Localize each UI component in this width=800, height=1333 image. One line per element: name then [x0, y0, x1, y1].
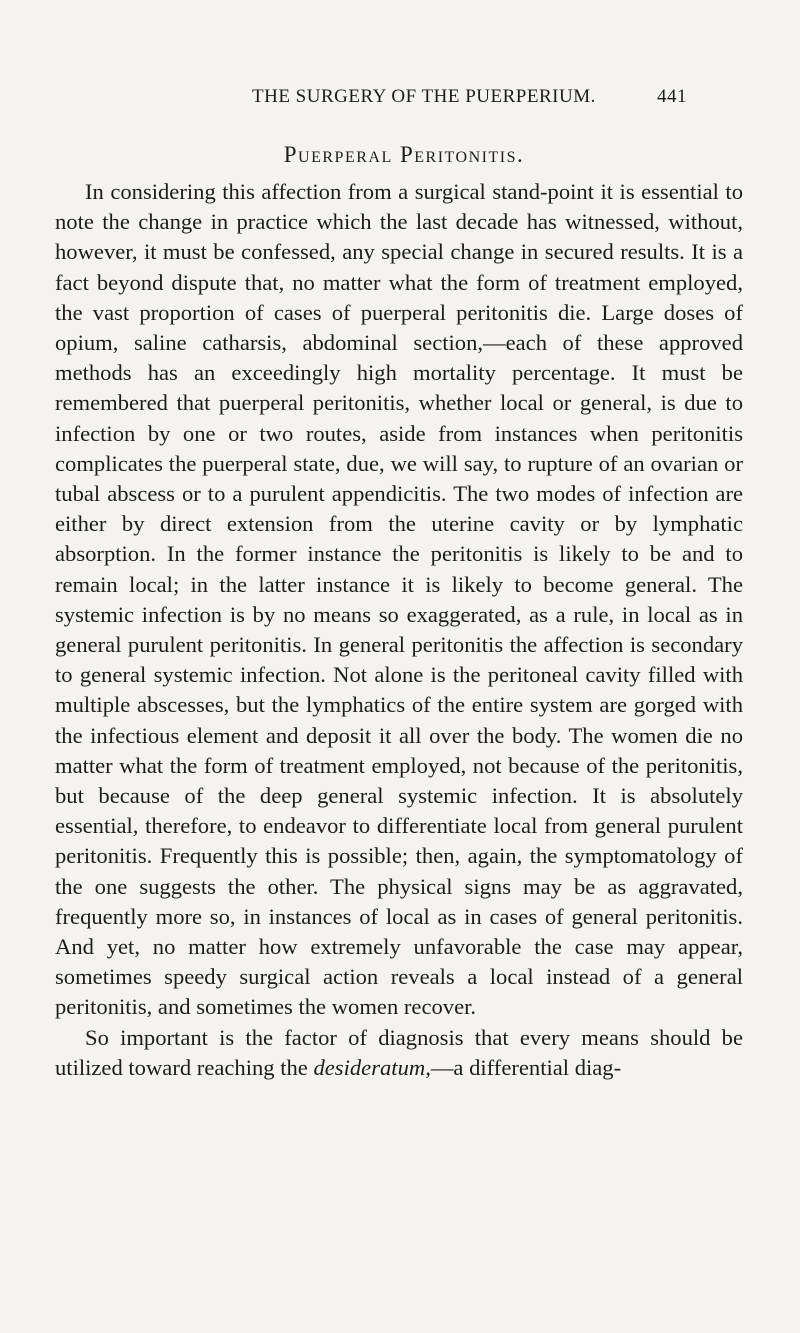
page-number: 441 [657, 86, 687, 107]
body-text [55, 177, 743, 1083]
paragraph-2 [55, 1023, 743, 1083]
paragraph-2-start: So important is the factor of diagnosis that every means should be utilized toward reaching the [55, 1024, 743, 1080]
italic-term: desideratum [313, 1054, 426, 1080]
section-title: Puerperal Peritonitis. [283, 142, 525, 167]
running-head [252, 86, 687, 108]
paragraph-1: In considering this affection from a surgical stand-point it is essential to note the change in practice which the last decade has witnessed, without, however, it must be confessed, any special change in secured results. It is a fact beyond dispute that, no matter what the form of treatment employed, the vast proportion of cases of puerperal peritonitis die. Large doses of opium, saline catharsis, abdominal section,—each of these approved methods has an exceedingly high mortality percentage. It must be remembered that puerperal peritonitis, whether local or general, is due to infection by one or two routes, aside from instances when peritonitis complicates the puerperal state, due, we will say, to rupture of an ovarian or tubal abscess or to a purulent appendicitis. The two modes of infection are either by direct extension from the uterine cavity or by lymphatic absorption. In the former instance the peritonitis is likely to be and to remain local; in the latter instance it is likely to become general. The systemic infection is by no means so exaggerated, as a rule, in local as in general purulent peritonitis. In general peritonitis the affection is secondary to general systemic infection. Not alone is the peritoneal cavity filled with multiple abscesses, but the lymphatics of the entire system are gorged with the infectious element and deposit it all over the body. The women die no matter what the form of treatment employed, not because of the peritonitis, but because of the deep general systemic infection. It is absolutely essential, therefore, to endeavor to differentiate local from general purulent peritonitis. Frequently this is possible; then, again, the symptomatology of the one suggests the other. The physical signs may be as aggravated, frequently more so, in instances of local as in cases of general peritonitis. And yet, no matter how extremely unfavorable the case may appear, sometimes speedy surgical action reveals a local instead of a general peritonitis, and sometimes the women recover. [55, 179, 743, 1020]
running-title: THE SURGERY OF THE PUERPERIUM. [252, 86, 596, 107]
paragraph-2-end: ,—a differential diag- [425, 1054, 622, 1080]
